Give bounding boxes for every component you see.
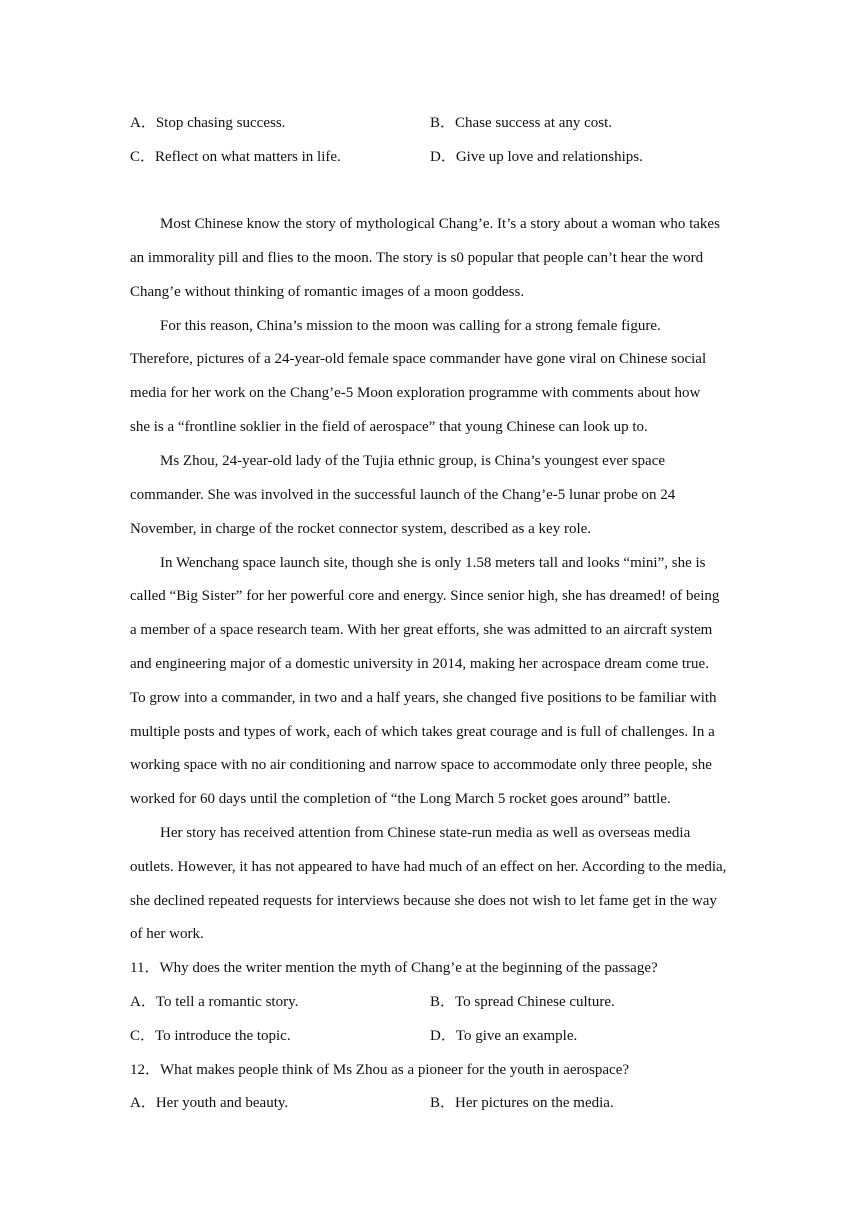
passage-line: and engineering major of a domestic university in 2014, making her acrospace dream come true. <box>130 656 709 672</box>
passage-line: she is a “frontline soklier in the field of aerospace” that young Chinese can look up to. <box>130 419 648 435</box>
option-b: B．Chase success at any cost. <box>430 115 613 131</box>
passage-line: Therefore, pictures of a 24-year-old female space commander have gone viral on Chinese social <box>130 351 707 367</box>
q12-option-a: A．Her youth and beauty. <box>130 1095 289 1111</box>
passage-line: a member of a space research team. With her great efforts, she was admitted to an aircraft system <box>130 622 713 638</box>
q11-option-d: D．To give an example. <box>430 1028 578 1044</box>
passage-line: multiple posts and types of work, each of which takes great courage and is full of challenges. In a <box>130 724 715 740</box>
passage-line: Her story has received attention from Chinese state-run media as well as overseas media <box>160 825 691 841</box>
passage-line: Most Chinese know the story of mythological Chang’e. It’s a story about a woman who takes <box>160 216 720 232</box>
passage-line: she declined repeated requests for interviews because she does not wish to let fame get in the way <box>130 893 717 909</box>
passage-line: working space with no air conditioning and narrow space to accommodate only three people, she <box>130 757 712 773</box>
passage-line: To grow into a commander, in two and a half years, she changed five positions to be familiar with <box>130 690 717 706</box>
q11-option-a: A．To tell a romantic story. <box>130 994 299 1010</box>
passage-line: media for her work on the Chang’e-5 Moon exploration programme with comments about how <box>130 385 701 401</box>
passage-line: In Wenchang space launch site, though she is only 1.58 meters tall and looks “mini”, she is <box>160 555 706 571</box>
passage-line: called “Big Sister” for her powerful core and energy. Since senior high, she has dreamed! of being <box>130 588 720 604</box>
q11-option-c: C．To introduce the topic. <box>130 1028 291 1044</box>
passage-line: an immorality pill and flies to the moon. The story is s0 popular that people can’t hear the word <box>130 250 704 266</box>
passage-line: of her work. <box>130 926 204 942</box>
passage-line: For this reason, China’s mission to the moon was calling for a strong female figure. <box>160 318 661 334</box>
passage-line: Chang’e without thinking of romantic images of a moon goddess. <box>130 284 525 300</box>
option-d: D．Give up love and relationships. <box>430 149 643 165</box>
passage-line: commander. She was involved in the successful launch of the Chang’e-5 lunar probe on 24 <box>130 487 676 503</box>
passage-line: Ms Zhou, 24-year-old lady of the Tujia ethnic group, is China’s youngest ever space <box>160 453 666 469</box>
option-a: A．Stop chasing success. <box>130 115 286 131</box>
q12-option-b: B．Her pictures on the media. <box>430 1095 614 1111</box>
question-12-stem: 12．What makes people think of Ms Zhou as a pioneer for the youth in aerospace? <box>130 1062 630 1078</box>
q11-option-b: B．To spread Chinese culture. <box>430 994 615 1010</box>
passage-line: outlets. However, it has not appeared to have had much of an effect on her. According to the media, <box>130 859 727 875</box>
option-c: C．Reflect on what matters in life. <box>130 149 341 165</box>
passage-line: worked for 60 days until the completion of “the Long March 5 rocket goes around” battle. <box>130 791 671 807</box>
question-11-stem: 11．Why does the writer mention the myth of Chang’e at the beginning of the passage? <box>130 960 658 976</box>
passage-line: November, in charge of the rocket connector system, described as a key role. <box>130 521 592 537</box>
